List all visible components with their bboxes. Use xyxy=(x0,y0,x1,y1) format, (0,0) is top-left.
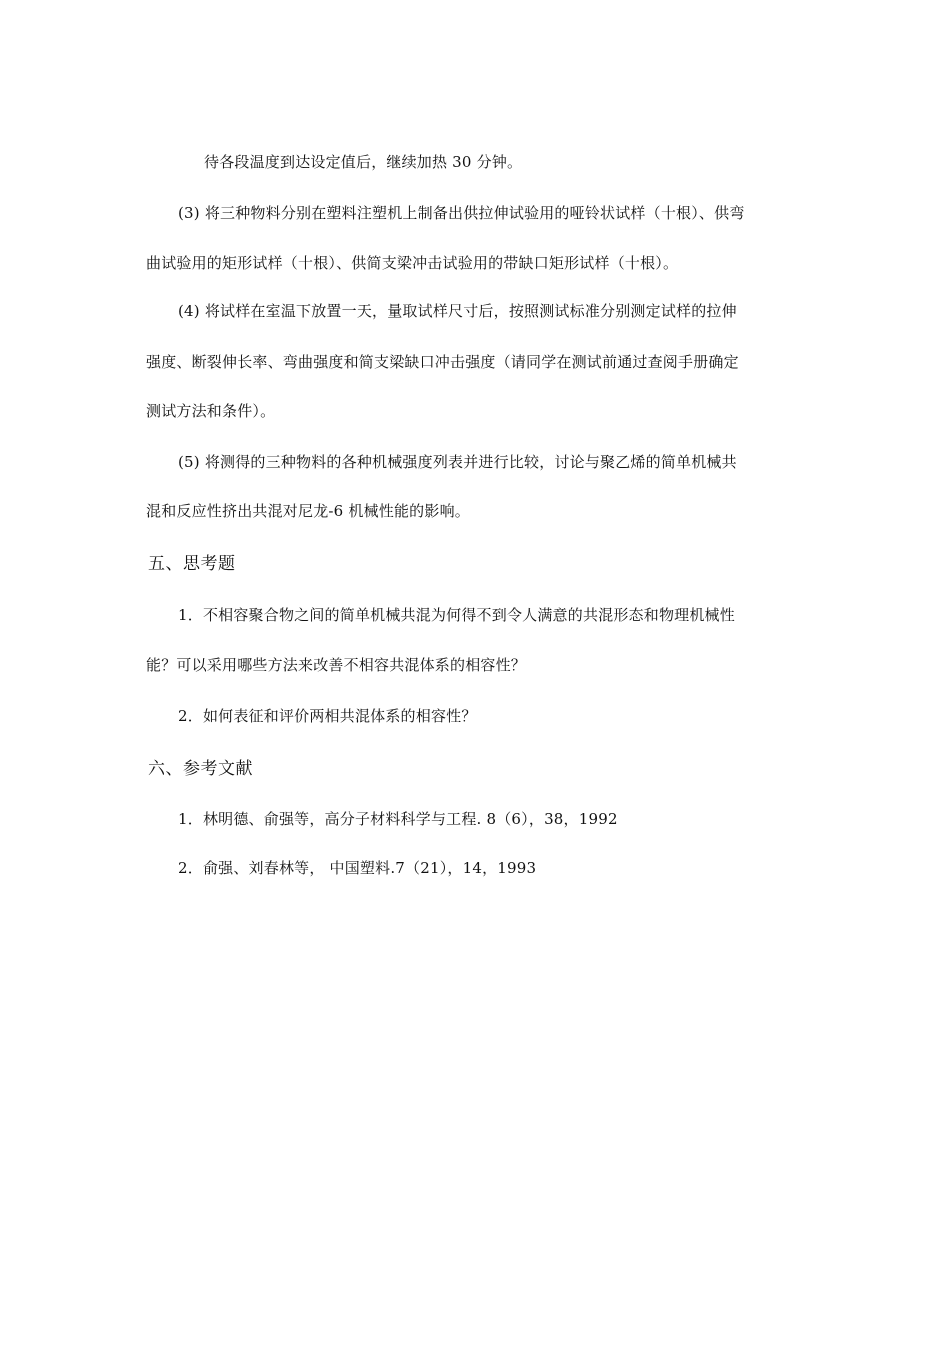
section5-heading: 五、思考题 xyxy=(148,554,236,574)
step4-line3: 测试方法和条件）。 xyxy=(146,402,276,420)
question1-line1: 1．不相容聚合物之间的简单机械共混为何得不到令人满意的共混形态和物理机械性 xyxy=(178,606,735,624)
step3-line1: (3) 将三种物料分别在塑料注塑机上制备出供拉伸试验用的哑铃状试样（十根）、供弯 xyxy=(178,204,745,222)
step4-line1: (4) 将试样在室温下放置一天，量取试样尺寸后，按照测试标准分别测定试样的拉伸 xyxy=(178,302,737,320)
question2: 2．如何表征和评价两相共混体系的相容性？ xyxy=(178,707,477,725)
question1-line2: 能？可以采用哪些方法来改善不相容共混体系的相容性？ xyxy=(146,656,527,674)
section6-heading: 六、参考文献 xyxy=(148,759,253,779)
step2-continuation: 待各段温度到达设定值后，继续加热 30 分钟。 xyxy=(204,153,523,171)
step5-line2: 混和反应性挤出共混对尼龙-6 机械性能的影响。 xyxy=(146,502,470,520)
step3-line2: 曲试验用的矩形试样（十根）、供简支梁冲击试验用的带缺口矩形试样（十根）。 xyxy=(146,254,679,272)
step5-line1: (5) 将测得的三种物料的各种机械强度列表并进行比较，讨论与聚乙烯的简单机械共 xyxy=(178,453,737,471)
reference-2: 2．俞强、刘春林等， 中国塑料.7（21），14，1993 xyxy=(178,859,537,877)
step4-line2: 强度、断裂伸长率、弯曲强度和简支梁缺口冲击强度（请同学在测试前通过查阅手册确定 xyxy=(146,353,739,371)
reference-1: 1．林明德、俞强等，高分子材料科学与工程. 8（6），38，1992 xyxy=(178,810,618,828)
